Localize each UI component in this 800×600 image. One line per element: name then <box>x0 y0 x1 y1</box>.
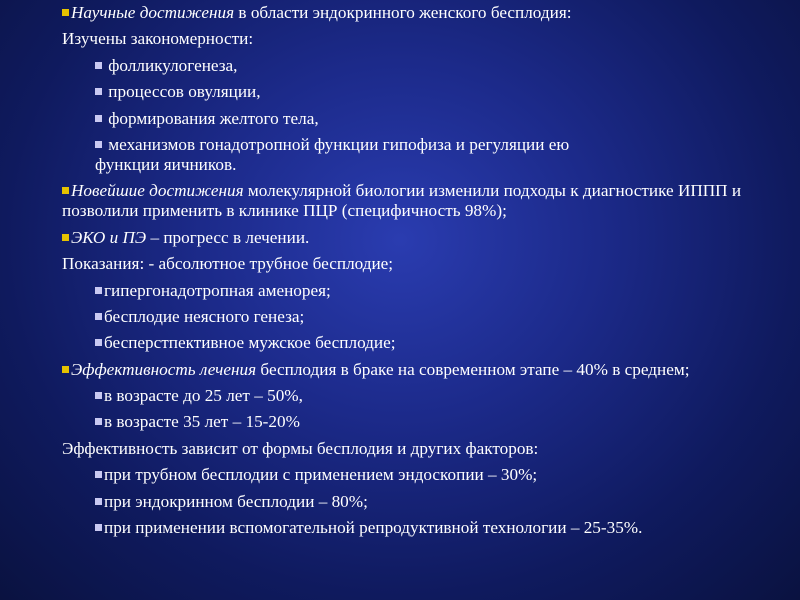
line-text: бесплодия в браке на современном этапе – 40% в среднем; <box>256 359 690 379</box>
sub-bullet-line-10 <box>62 281 794 301</box>
square-bullet-icon <box>95 498 102 505</box>
line-text: при эндокринном бесплодии – 80%; <box>104 491 368 511</box>
square-bullet-icon <box>95 339 102 346</box>
square-bullet-icon <box>95 524 102 531</box>
emphasis-text: Научные достижения <box>71 3 235 22</box>
square-bullet-icon <box>95 471 102 478</box>
line-text: в области эндокринного женского бесплодия: <box>234 3 572 22</box>
line-text: при применении вспомогательной репродуктивной технологии – 25-35%. <box>104 518 643 538</box>
bullet-line-8 <box>62 228 794 248</box>
line-text: в возрасте до 25 лет – 50%, <box>104 386 303 406</box>
line-text: гипергонадотропная аменорея; <box>104 280 331 300</box>
square-bullet-icon <box>95 287 102 294</box>
line-text: фолликулогенеза, <box>104 55 238 75</box>
sub-bullet-line-3 <box>62 56 794 76</box>
line-text: – прогресс в лечении. <box>146 227 310 247</box>
square-bullet-icon <box>95 392 102 399</box>
square-bullet-icon <box>95 141 102 148</box>
line-text: формирования желтого тела, <box>104 108 319 128</box>
line-text: процессов овуляции, <box>104 82 261 102</box>
bullet-line-1 <box>62 3 794 23</box>
sub-bullet-line-6 <box>62 135 794 175</box>
square-bullet-icon <box>62 234 69 241</box>
sub-bullet-line-14 <box>62 386 794 406</box>
bullet-line-13 <box>62 360 794 380</box>
line-text-continued: функции яичников. <box>95 154 237 174</box>
line-text: бесплодие неясного генеза; <box>104 306 305 326</box>
sub-bullet-line-19 <box>62 518 794 538</box>
line-text: Изучены закономерности: <box>62 29 254 49</box>
plain-line-9 <box>62 254 794 274</box>
line-text: в возрасте 35 лет – 15-20% <box>104 412 300 432</box>
plain-line-16 <box>62 439 794 459</box>
line-text: молекулярной биологии изменили подходы к диагностике ИППП и позволили применить в клинике ПЦР (специфичность 98%); <box>62 181 742 221</box>
sub-bullet-line-5 <box>62 109 794 129</box>
square-bullet-icon <box>95 88 102 95</box>
emphasis-text: ЭКО и ПЭ <box>71 227 147 247</box>
square-bullet-icon <box>62 9 69 16</box>
square-bullet-icon <box>95 313 102 320</box>
plain-line-2 <box>62 29 794 49</box>
emphasis-text: Эффективность лечения <box>71 359 257 379</box>
square-bullet-icon <box>62 187 69 194</box>
sub-bullet-line-11 <box>62 307 794 327</box>
square-bullet-icon <box>62 366 69 373</box>
sub-bullet-line-15 <box>62 412 794 432</box>
line-text: бесперстпективное мужское бесплодие; <box>104 333 396 353</box>
line-text: при трубном бесплодии с применением эндоскопии – 30%; <box>104 465 538 485</box>
line-text: механизмов гонадотропной функции гипофиза и регуляции ею <box>104 134 570 154</box>
square-bullet-icon <box>95 418 102 425</box>
sub-bullet-line-4 <box>62 82 794 102</box>
sub-bullet-line-12 <box>62 333 794 353</box>
sub-bullet-line-17 <box>62 465 794 485</box>
line-text: Показания: - абсолютное трубное бесплодие; <box>62 254 394 274</box>
square-bullet-icon <box>95 62 102 69</box>
bullet-line-7 <box>62 181 794 221</box>
emphasis-text: Новейшие достижения <box>71 181 244 201</box>
line-text: Эффективность зависит от формы бесплодия и других факторов: <box>62 438 539 458</box>
sub-bullet-line-18 <box>62 492 794 512</box>
square-bullet-icon <box>95 115 102 122</box>
